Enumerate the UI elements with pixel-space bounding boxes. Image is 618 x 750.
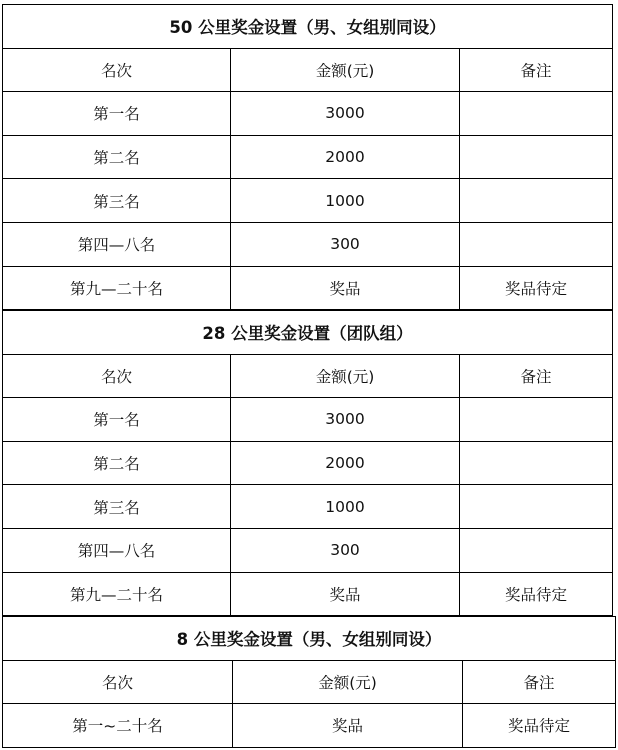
prize-table-28km (2, 310, 613, 616)
cell-rank: 第三名 (3, 485, 231, 529)
cell-rank: 第一名 (3, 398, 231, 442)
table-title-row (3, 311, 613, 355)
header-rank: 名次 (3, 354, 231, 398)
table-title: 8 公里奖金设置（男、女组别同设） (3, 617, 616, 661)
cell-amount: 1000 (231, 179, 460, 223)
cell-rank: 第二名 (3, 441, 231, 485)
table-header-row (3, 48, 613, 92)
cell-remark (460, 135, 613, 179)
cell-amount: 300 (231, 528, 460, 572)
table-row (3, 704, 616, 748)
cell-remark (460, 179, 613, 223)
cell-amount: 1000 (231, 485, 460, 529)
header-amount: 金额(元) (231, 48, 460, 92)
table-row (3, 179, 613, 223)
cell-amount: 奖品 (233, 704, 463, 748)
cell-remark (460, 92, 613, 136)
cell-amount: 3000 (231, 398, 460, 442)
header-remark: 备注 (460, 48, 613, 92)
cell-amount: 3000 (231, 92, 460, 136)
table-row (3, 222, 613, 266)
cell-remark: 奖品待定 (463, 704, 616, 748)
header-amount: 金额(元) (233, 660, 463, 704)
cell-remark: 奖品待定 (460, 572, 613, 616)
table-row (3, 528, 613, 572)
cell-amount: 2000 (231, 441, 460, 485)
prize-table-50km (2, 4, 613, 310)
table-title: 28 公里奖金设置（团队组） (3, 311, 613, 355)
header-rank: 名次 (3, 660, 233, 704)
cell-rank: 第二名 (3, 135, 231, 179)
header-remark: 备注 (460, 354, 613, 398)
header-rank: 名次 (3, 48, 231, 92)
table-row (3, 441, 613, 485)
cell-rank: 第一~二十名 (3, 704, 233, 748)
cell-remark (460, 222, 613, 266)
cell-rank: 第一名 (3, 92, 231, 136)
cell-rank: 第四—八名 (3, 222, 231, 266)
table-title-row (3, 5, 613, 49)
cell-amount: 奖品 (231, 266, 460, 310)
cell-rank: 第九—二十名 (3, 266, 231, 310)
cell-amount: 2000 (231, 135, 460, 179)
table-header-row (3, 660, 616, 704)
cell-amount: 300 (231, 222, 460, 266)
cell-remark: 奖品待定 (460, 266, 613, 310)
table-title-row (3, 617, 616, 661)
cell-rank: 第九—二十名 (3, 572, 231, 616)
header-amount: 金额(元) (231, 354, 460, 398)
cell-remark (460, 441, 613, 485)
table-row (3, 485, 613, 529)
table-header-row (3, 354, 613, 398)
table-row (3, 135, 613, 179)
table-row (3, 572, 613, 616)
table-row (3, 398, 613, 442)
cell-remark (460, 485, 613, 529)
cell-amount: 奖品 (231, 572, 460, 616)
table-title: 50 公里奖金设置（男、女组别同设） (3, 5, 613, 49)
table-row (3, 92, 613, 136)
header-remark: 备注 (463, 660, 616, 704)
cell-remark (460, 398, 613, 442)
prize-table-8km (2, 616, 616, 748)
cell-remark (460, 528, 613, 572)
table-row (3, 266, 613, 310)
cell-rank: 第四—八名 (3, 528, 231, 572)
cell-rank: 第三名 (3, 179, 231, 223)
